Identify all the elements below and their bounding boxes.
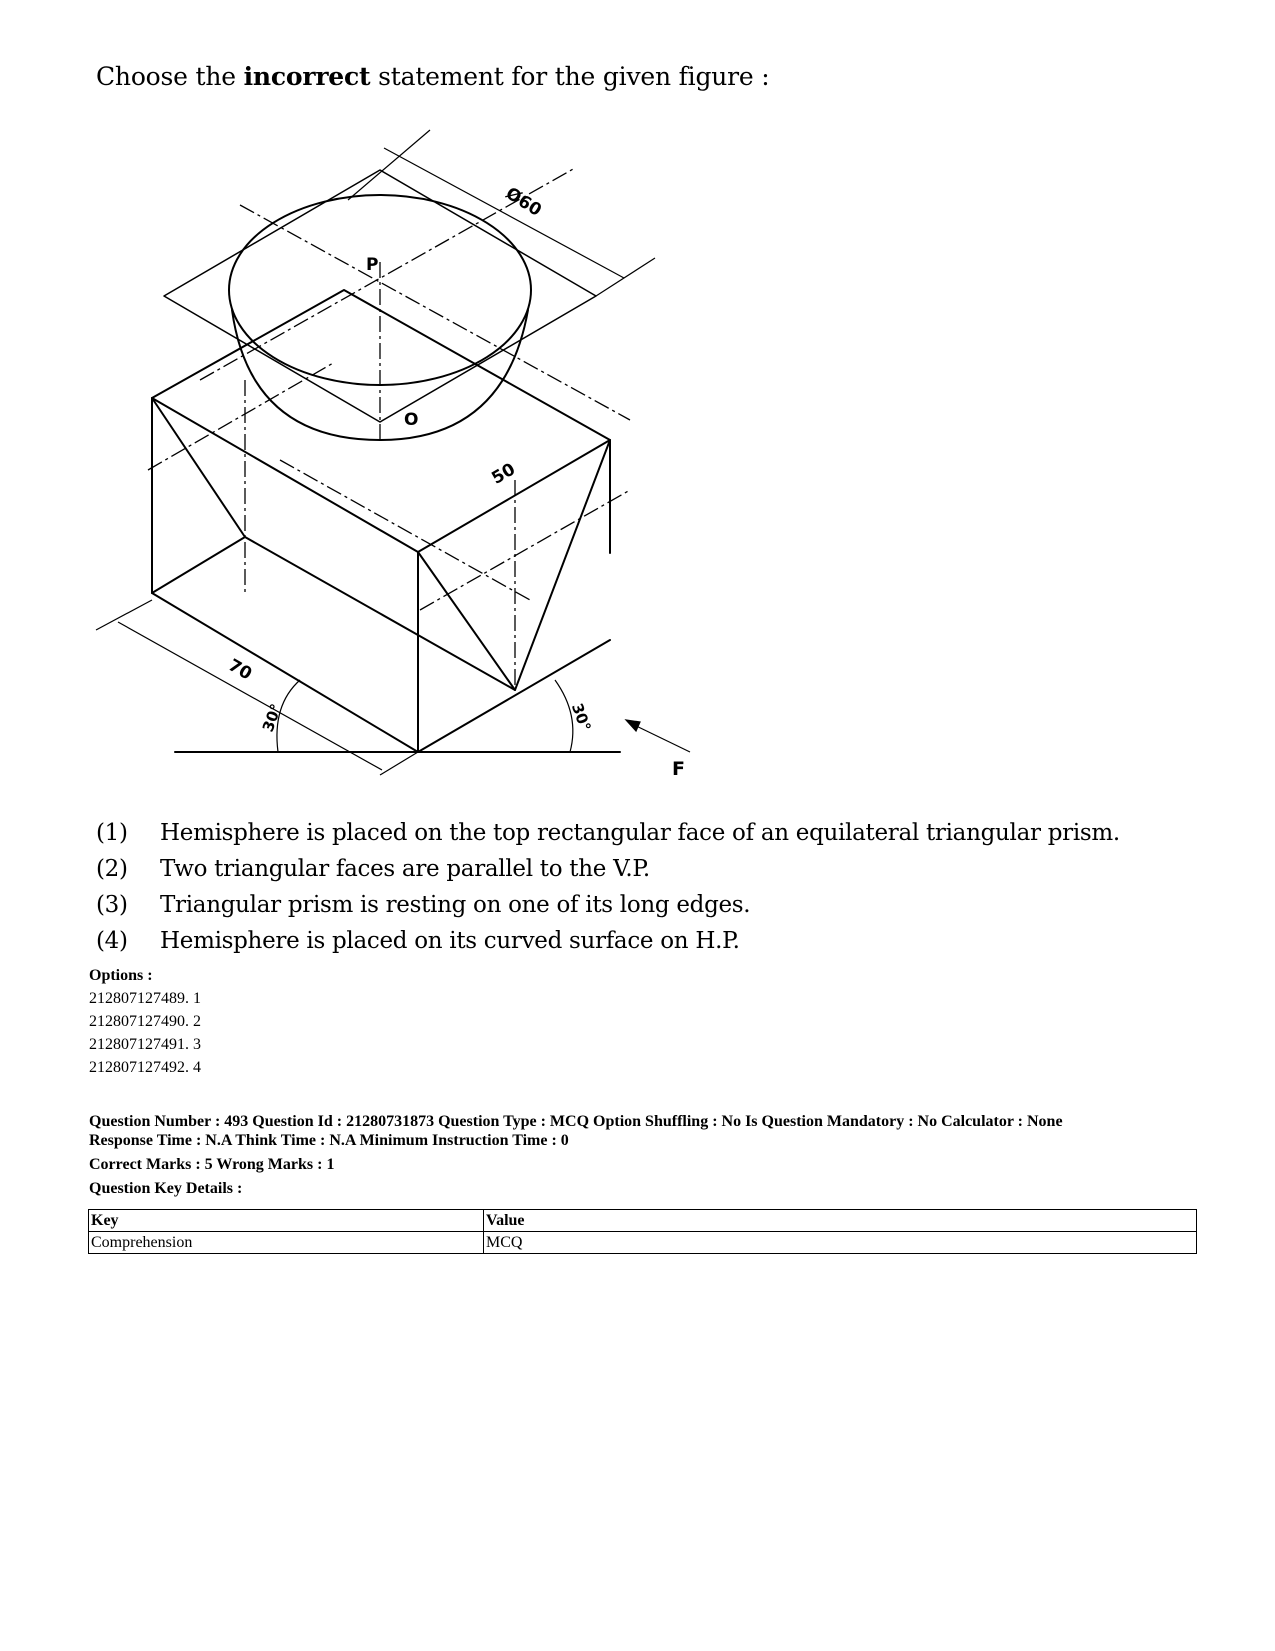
label-depth: 50 — [488, 459, 519, 489]
question-text — [96, 62, 769, 91]
isometric-figure — [90, 125, 690, 780]
option-2[interactable]: 212807127490. 2 — [89, 1013, 201, 1030]
dim-ext-right — [596, 258, 655, 296]
label-view-arrow: F — [672, 758, 685, 780]
label-length: 70 — [224, 655, 256, 685]
label-diameter: Ø60 — [501, 183, 545, 221]
table-cell-key: Comprehension — [89, 1232, 484, 1254]
question-meta-line2: Response Time : N.A Think Time : N.A Minimum Instruction Time : 0 — [89, 1132, 569, 1149]
dim-ext-top — [348, 130, 430, 200]
statement-1: (1) Hemisphere is placed on the top rectangular face of an equilateral triangular prism. — [96, 820, 1120, 846]
key-details-label: Question Key Details : — [89, 1180, 243, 1197]
table-header-row — [89, 1210, 1197, 1232]
label-angle-left: 30° — [258, 701, 286, 735]
table-header-key: Key — [89, 1210, 484, 1232]
options-label: Options : — [89, 967, 153, 984]
angle-arc-right — [555, 680, 573, 752]
center-line-c — [148, 362, 335, 470]
question-suffix: statement for the given figure : — [370, 62, 770, 91]
question-emphasis: incorrect — [243, 62, 371, 91]
view-arrowhead — [626, 720, 640, 731]
option-3[interactable]: 212807127491. 3 — [89, 1036, 201, 1053]
label-angle-right: 30° — [567, 700, 595, 734]
table-header-value: Value — [484, 1210, 1197, 1232]
option-1[interactable]: 212807127489. 1 — [89, 990, 201, 1007]
triangle-face-left — [152, 398, 245, 593]
question-prefix: Choose the — [96, 62, 244, 91]
table-row — [89, 1232, 1197, 1254]
prism-bottom-left — [152, 593, 418, 752]
statement-3: (3) Triangular prism is resting on one of its long edges. — [96, 892, 751, 918]
statement-4: (4) Hemisphere is placed on its curved surface on H.P. — [96, 928, 740, 954]
dim-diameter — [384, 148, 624, 278]
option-4[interactable]: 212807127492. 4 — [89, 1059, 201, 1076]
key-table — [88, 1209, 1197, 1254]
label-p: P — [366, 255, 379, 275]
dim-70 — [118, 622, 382, 770]
dim-ext-70b — [380, 752, 418, 775]
question-meta-line1: Question Number : 493 Question Id : 21280731873 Question Type : MCQ Option Shuffling : No Is Question Mandatory : No Calculator : None — [89, 1113, 1063, 1130]
prism-top-right-edge — [418, 440, 610, 552]
marks-line: Correct Marks : 5 Wrong Marks : 1 — [89, 1156, 335, 1173]
prism-bottom-right — [418, 640, 610, 752]
prism-top-back-edge — [152, 290, 610, 440]
center-line-a — [240, 205, 630, 420]
table-cell-value: MCQ — [484, 1232, 1197, 1254]
center-line-f — [420, 490, 630, 610]
label-o: O — [404, 410, 419, 430]
prism-ridge — [245, 537, 515, 690]
statement-2: (2) Two triangular faces are parallel to the V.P. — [96, 856, 650, 882]
